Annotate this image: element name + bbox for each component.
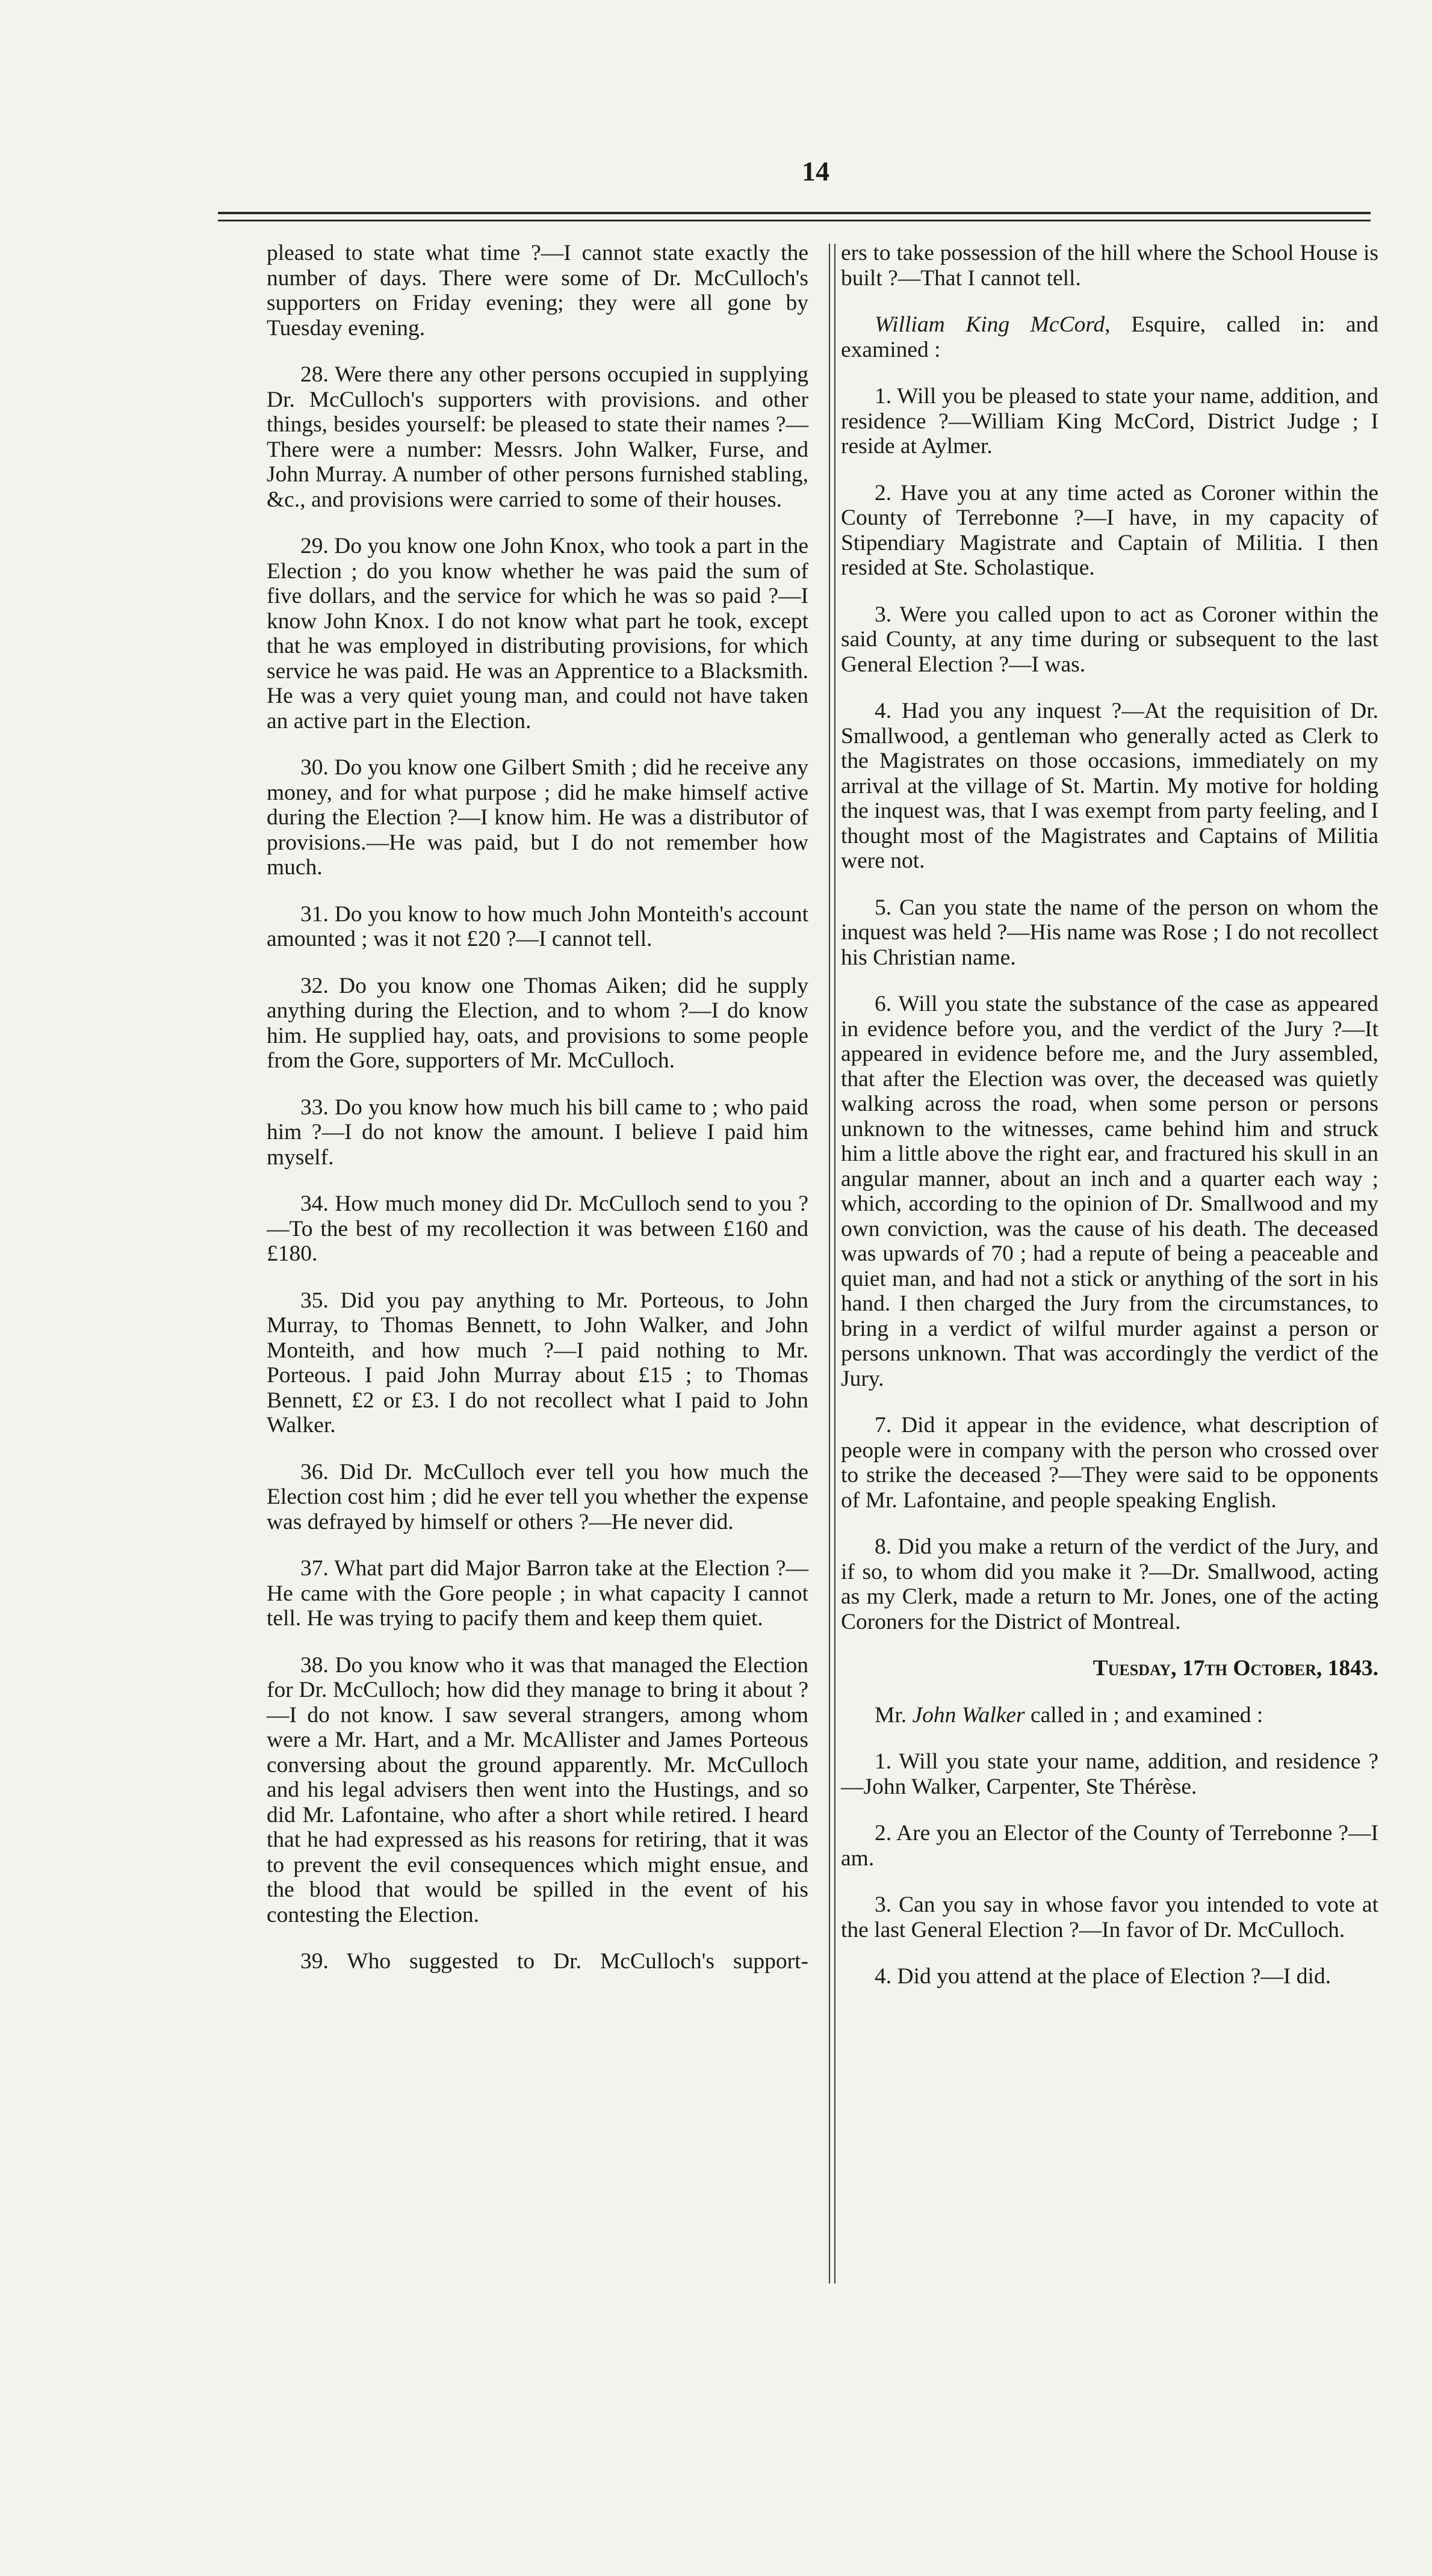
question-8: 8. Did you make a return of the verdict of the Jury, and if so, to whom did you make it ?—Dr. Smallwood, acting as my Clerk, made a return to Mr. Jones, one of the acting Coroners for the District of Montreal. [841, 1534, 1378, 1634]
question-34: 34. How much money did Dr. McCulloch send to you ?—To the best of my recollection it was between £160 and £180. [267, 1191, 808, 1266]
question-31: 31. Do you know to how much John Monteith's account amounted ; was it not £20 ?—I cannot tell. [267, 901, 808, 951]
left-column [267, 241, 808, 1974]
question-1: 1. Will you be pleased to state your name, addition, and residence ?—William King McCord, District Judge ; I reside at Aylmer. [841, 384, 1378, 459]
question-39: 39. Who suggested to Dr. McCulloch's support- [300, 1949, 808, 1974]
question-5: 5. Can you state the name of the person on whom the inquest was held ?—His name was Rose ; I do not recollect his Christian name. [841, 895, 1378, 970]
column-divider-right-line [834, 244, 835, 2284]
question-6: 6. Will you state the substance of the case as appeared in evidence before you, and the verdict of the Jury ?—It appeared in evidence before me, and the Jury assembled, that after the Election was over, the deceased was quietly walking across the road, when some person or persons unknown to the witnesses, came behind him and struck him a little above the right ear, and fractured his skull in an angular manner, about an inch and a quarter each way ; which, according to the opinion of Dr. Smallwood and my own conviction, was the cause of his death. The deceased was upwards of 70 ; had a repute of being a peaceable and quiet man, and had not a stick or anything of the sort in his hand. I then charged the Jury from the circumstances, to bring in a verdict of wilful murder against a person or persons unknown. That was accordingly the verdict of the Jury. [841, 992, 1378, 1391]
walker-question-1: 1. Will you state your name, addition, and residence ?—John Walker, Carpenter, Ste Thérèse. [841, 1749, 1378, 1799]
witness-intro-walker [841, 1703, 1378, 1728]
question-3: 3. Were you called upon to act as Coroner within the said County, at any time during or subsequent to the last General Election ?—I was. [841, 602, 1378, 677]
witness-prefix: Mr. [875, 1702, 913, 1728]
question-33: 33. Do you know how much his bill came to ; who paid him ?—I do not know the amount. I believe I paid him myself. [267, 1095, 808, 1170]
paragraph: pleased to state what time ?—I cannot state exactly the number of days. There were some of Dr. McCulloch's supporters on Friday evening; they were all gone by Tuesday evening. [267, 241, 808, 341]
question-4: 4. Had you any inquest ?—At the requisition of Dr. Smallwood, a gentleman who generally acted as Clerk to the Magistrates on those occasions, immediately on my arrival at the village of St. Martin. My motive for holding the inquest was, that I was exempt from party feeling, and I thought most of the Magistrates and Captains of Militia were not. [841, 699, 1378, 873]
question-38: 38. Do you know who it was that managed the Election for Dr. McCulloch; how did they manage to bring it about ?—I do not know. I saw several strangers, among whom were a Mr. Hart, and a Mr. McAllister and James Porteous conversing about the ground apparently. Mr. McCulloch and his legal advisers then went into the Hustings, and so did Mr. Lafontaine, who after a short while retired. I heard that he had expressed as his reasons for retiring, that it was to prevent the evil consequences which might ensue, and the blood that would be spilled in the event of his contesting the Election. [267, 1652, 808, 1927]
right-column [841, 241, 1378, 1989]
witness-name: William King McCord [875, 312, 1105, 337]
session-date: Tuesday, 17th October, 1843. [1093, 1656, 1378, 1681]
witness-intro-text: , Esquire, called in: and examined : [841, 312, 1378, 362]
question-32: 32. Do you know one Thomas Aiken; did he supply anything during the Election, and to whom ?—I do know him. He supplied hay, oats, and provisions to some people from the Gore, supporters of Mr. McCulloch. [267, 973, 808, 1073]
question-29: 29. Do you know one John Knox, who took a part in the Election ; do you know whether he was paid the sum of five dollars, and the service for which he was so paid ?—I know John Knox. I do not know what part he took, except that he was employed in distributing provisions, for which service he was paid. He was an Apprentice to a Blacksmith. He was a very quiet young man, and could not have taken an active part in the Election. [267, 534, 808, 734]
witness-intro-text: called in ; and examined : [1024, 1702, 1263, 1728]
question-35: 35. Did you pay anything to Mr. Porteous, to John Murray, to Thomas Bennett, to John Walker, and John Monteith, and how much ?—I paid nothing to Mr. Porteous. I paid John Murray about £15 ; to Thomas Bennett, £2 or £3. I do not recollect what I paid to John Walker. [267, 1288, 808, 1438]
witness-intro-mccord [841, 312, 1378, 362]
question-7: 7. Did it appear in the evidence, what description of people were in company with the person who crossed over to strike the deceased ?—They were said to be opponents of Mr. Lafontaine, and people speaking English. [841, 1413, 1378, 1513]
question-2: 2. Have you at any time acted as Coroner within the County of Terrebonne ?—I have, in my capacity of Stipendiary Magistrate and Captain of Militia. I then resided at Ste. Scholastique. [841, 480, 1378, 580]
column-divider-left-line [829, 244, 830, 2284]
question-28: 28. Were there any other persons occupied in supplying Dr. McCulloch's supporters with provisions. and other things, besides yourself: be pleased to state their names ?—There were a number: Messrs. John Walker, Furse, and John Murray. A number of other persons furnished stabling, &c., and provisions were carried to some of their houses. [267, 362, 808, 512]
page-number: 14 [802, 156, 829, 187]
paragraph-continued: ers to take possession of the hill where the School House is built ?—That I cannot tell. [841, 241, 1378, 291]
header-rule-bottom [218, 220, 1371, 221]
question-37: 37. What part did Major Barron take at the Election ?—He came with the Gore people ; in what capacity I cannot tell. He was trying to pacify them and keep them quiet. [267, 1556, 808, 1631]
question-36: 36. Did Dr. McCulloch ever tell you how much the Election cost him ; did he ever tell you whether the expense was defrayed by himself or others ?—He never did. [267, 1459, 808, 1534]
header-rule-top [218, 212, 1371, 214]
walker-question-4: 4. Did you attend at the place of Election ?—I did. [875, 1964, 1331, 1989]
walker-question-3: 3. Can you say in whose favor you intended to vote at the last General Election ?—In favor of Dr. McCulloch. [841, 1892, 1378, 1942]
question-30: 30. Do you know one Gilbert Smith ; did he receive any money, and for what purpose ; did he make himself active during the Election ?—I know him. He was a distributor of provisions.—He was paid, but I do not remember how much. [267, 755, 808, 880]
witness-name: John Walker [912, 1702, 1025, 1728]
walker-question-2: 2. Are you an Elector of the County of Terrebonne ?—I am. [841, 1821, 1378, 1871]
